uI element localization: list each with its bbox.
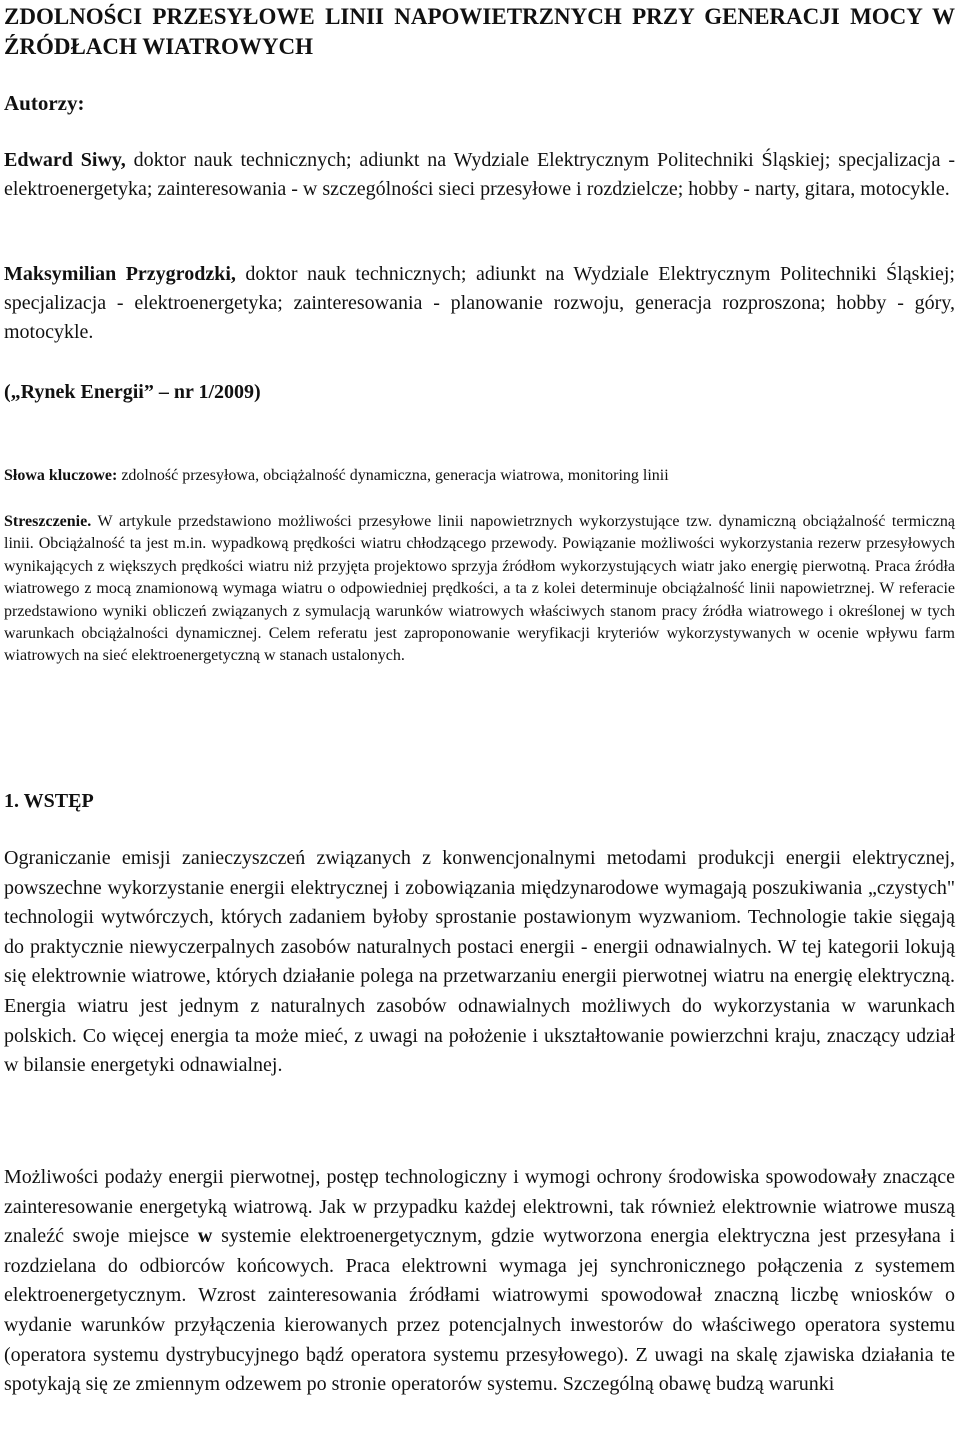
keywords [4, 465, 955, 487]
source-citation: („Rynek Energii” – nr 1/2009) [4, 381, 261, 403]
author-bio-1 [4, 146, 955, 204]
authors-heading: Autorzy: [4, 91, 85, 115]
author-bio-2 [4, 260, 955, 347]
intro-paragraph-1: Ograniczanie emisji zanieczyszczeń związanych z konwencjonalnymi metodami produkcji energii elektrycznej, powszechne wykorzystanie energii elektrycznej i zobowiązania międzynarodowe wymagają poszukiwania „czystych" technologii wytwórczych, których zadaniem byłoby sprostanie postawionym wyzwaniom. Technologie takie sięgają do praktycznie niewyczerpalnych zasobów naturalnych postaci energii - energii odnawialnych. W tej kategorii lokują się elektrownie wiatrowe, których działanie polega na przetwarzaniu energii pierwotnej wiatru na energię elektryczną. Energia wiatru jest jednym z naturalnych zasobów odnawialnych możliwych do wykorzystania w warunkach polskich. Co więcej energia ta może mieć, z uwagi na położenie i ukształtowanie powierzchni kraju, znaczący udział w bilansie energetyki odnawialnej. [4, 847, 955, 1077]
intro-paragraph-2 [4, 1163, 955, 1400]
author-name-2: Maksymilian Przygrodzki, [4, 263, 236, 285]
author-description-1: doktor nauk technicznych; adiunkt na Wydziale Elektrycznym Politechniki Śląskiej; specjalizacja - elektroenergetyka; zainteresowania - w szczególności sieci przesyłowe i rozdzielcze; hobby - narty, gitara, motocykle. [4, 149, 955, 200]
author-description-2: doktor nauk technicznych; adiunkt na Wydziale Elektrycznym Politechniki Śląskiej; specjalizacja - elektroenergetyka; zainteresowania - planowanie rozwoju, generacja rozproszona; hobby - góry, motocykle. [4, 263, 955, 343]
abstract-label: Streszczenie. [4, 513, 92, 530]
author-name-1: Edward Siwy, [4, 149, 126, 171]
intro-paragraph-2-bold-word: w [197, 1225, 213, 1248]
intro-paragraph-2-part-2: systemie elektroenergetycznym, gdzie wytworzona energia elektryczna jest przesyłana i rozdzielana do odbiorców końcowych. Praca elektrowni wymaga jej synchronicznego połączenia z systemem elektroenergetycznym. Wzrost zainteresowania źródłami wiatrowymi spowodował znaczną liczbę wniosków o wydanie warunków przyłączenia kierowanych przez potencjalnych inwestorów do właściwego operatora systemu (operatora systemu dystrybucyjnego bądź operatora systemu przesyłowego). Z uwagi na skalę zjawiska działania te spotykają się ze zmiennym odzewem po stronie operatorów systemu. Szczególną obawę budzą warunki [4, 1225, 956, 1396]
keywords-label: Słowa kluczowe: [4, 467, 118, 484]
section-heading: 1. WSTĘP [4, 790, 94, 812]
keywords-text: zdolność przesyłowa, obciążalność dynamiczna, generacja wiatrowa, monitoring linii [117, 467, 669, 484]
intro-paragraph-2-part-1: Możliwości podaży energii pierwotnej, postęp technologiczny i wymogi ochrony środowiska spowodowały znaczące zainteresowanie energetyką wiatrową. Jak w przypadku każdej elektrowni, tak również elektrownie wiatrowe muszą znaleźć swoje miejsce [4, 1166, 955, 1248]
abstract [4, 511, 955, 668]
abstract-text: W artykule przedstawiono możliwości przesyłowe linii napowietrznych wykorzystujące tzw. dynamiczną obciążalność termiczną linii. Obciążalność ta jest m.in. wypadkową prędkości wiatru chłodzącego przewody. Powiązanie możliwości wykorzystania rezerw przesyłowych wynikających z większych prędkości wiatru niż przyjęta projektowo sprzyja źródłom wykorzystujących wiatr jako energię pierwotną. Praca źródła wiatrowego z mocą znamionową wymaga wiatru o odpowiedniej prędkości, a ta z kolei determinuje obciążalność linii napowietrznej. W referacie przedstawiono wyniki obliczeń związanych z symulacją warunków wiatrowych właściwych stanom pracy źródła wiatrowego i określonej w tych warunkach obciążalności dynamicznej. Celem referatu jest zaproponowanie weryfikacji kryteriów wykorzystywanych w ocenie wpływu farm wiatrowych na sieć elektroenergetyczną w stanach ustalonych. [4, 513, 955, 665]
document-title: ZDOLNOŚCI PRZESYŁOWE LINII NAPOWIETRZNYCH PRZY GENERACJI MOCY W ŹRÓDŁACH WIATROWYCH [4, 4, 955, 59]
